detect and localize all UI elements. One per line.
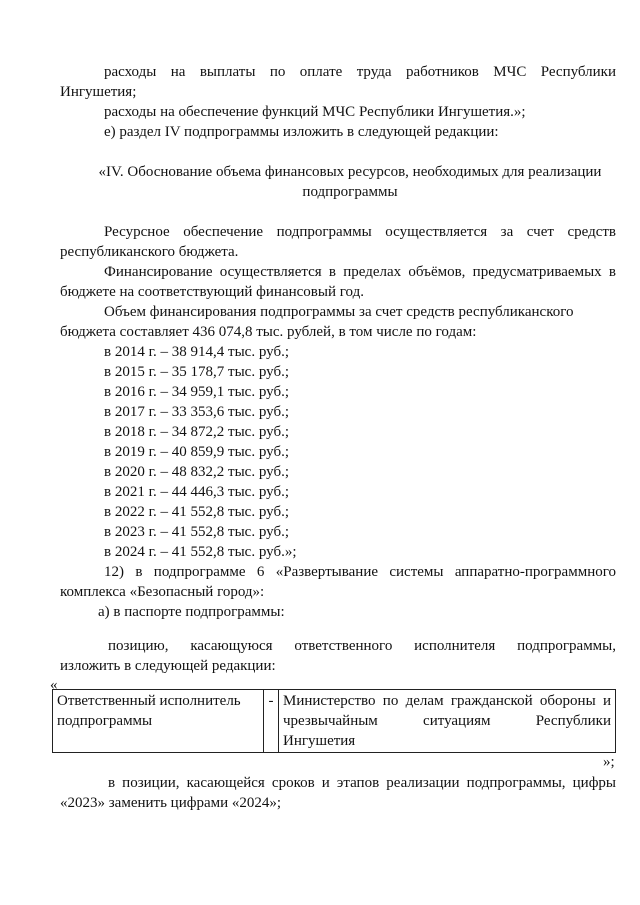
paragraph-passport: а) в паспорте подпрограммы:: [98, 604, 285, 620]
paragraph-position-executor: позицию, касающуюся ответственного исполнителя подпрограммы,: [108, 638, 616, 654]
paragraph-financing-cont: бюджете на соответствующий финансовый год.: [60, 284, 364, 300]
year-amount-2020: в 2020 г. – 48 832,2 тыс. руб.;: [104, 464, 289, 480]
year-amount-2022: в 2022 г. – 41 552,8 тыс. руб.;: [104, 504, 289, 520]
paragraph-salary-expenses-cont: Ингушетия;: [60, 84, 137, 100]
paragraph-total-volume-cont: бюджета составляет 436 074,8 тыс. рублей, в том числе по годам:: [60, 324, 477, 340]
year-amount-2021: в 2021 г. – 44 446,3 тыс. руб.;: [104, 484, 289, 500]
paragraph-subprogram-6-cont: комплекса «Безопасный город»:: [60, 584, 265, 600]
table-row: [53, 690, 616, 753]
paragraph-resource-provision-cont: республиканского бюджета.: [60, 244, 239, 260]
year-amount-2019: в 2019 г. – 40 859,9 тыс. руб.;: [104, 444, 289, 460]
table-value-line1: Министерство по делам гражданской обороны и: [283, 693, 611, 709]
open-quote: «: [50, 677, 58, 693]
year-amount-2016: в 2016 г. – 34 959,1 тыс. руб.;: [104, 384, 289, 400]
table-value-line2: чрезвычайным ситуациям Республики: [283, 713, 611, 729]
paragraph-total-volume: Объем финансирования подпрограммы за счет средств республиканского: [104, 304, 574, 320]
close-quote: »;: [603, 754, 615, 770]
year-amount-2014: в 2014 г. – 38 914,4 тыс. руб.;: [104, 344, 289, 360]
paragraph-terms-stages-cont: «2023» заменить цифрами «2024»;: [60, 795, 282, 811]
table-cell-dash: -: [264, 690, 279, 753]
section-heading-cont: подпрограммы: [302, 184, 398, 200]
paragraph-terms-stages: в позиции, касающейся сроков и этапов реализации подпрограммы, цифры: [108, 775, 616, 791]
year-amount-2017: в 2017 г. – 33 353,6 тыс. руб.;: [104, 404, 289, 420]
responsible-executor-table: [52, 689, 616, 753]
paragraph-resource-provision: Ресурсное обеспечение подпрограммы осуществляется за счет средств: [104, 224, 616, 240]
paragraph-position-executor-cont: изложить в следующей редакции:: [60, 658, 276, 674]
section-heading: «IV. Обоснование объема финансовых ресурсов, необходимых для реализации: [98, 164, 602, 180]
table-cell-value: [279, 690, 616, 753]
paragraph-subprogram-6: 12) в подпрограмме 6 «Развертывание системы аппаратно-программного: [104, 564, 616, 580]
year-amount-2018: в 2018 г. – 34 872,2 тыс. руб.;: [104, 424, 289, 440]
year-amount-2024: в 2024 г. – 41 552,8 тыс. руб.»;: [104, 544, 297, 560]
year-amount-2015: в 2015 г. – 35 178,7 тыс. руб.;: [104, 364, 289, 380]
paragraph-salary-expenses: расходы на выплаты по оплате труда работников МЧС Республики: [104, 64, 616, 80]
paragraph-function-expenses: расходы на обеспечение функций МЧС Республики Ингушетия.»;: [104, 104, 526, 120]
paragraph-section-iv-instruction: е) раздел IV подпрограммы изложить в следующей редакции:: [104, 124, 499, 140]
table-value-line3: Ингушетия: [283, 733, 356, 749]
paragraph-financing: Финансирование осуществляется в пределах объёмов, предусматриваемых в: [104, 264, 616, 280]
year-amount-2023: в 2023 г. – 41 552,8 тыс. руб.;: [104, 524, 289, 540]
table-cell-label: Ответственный исполнитель подпрограммы: [53, 690, 264, 753]
